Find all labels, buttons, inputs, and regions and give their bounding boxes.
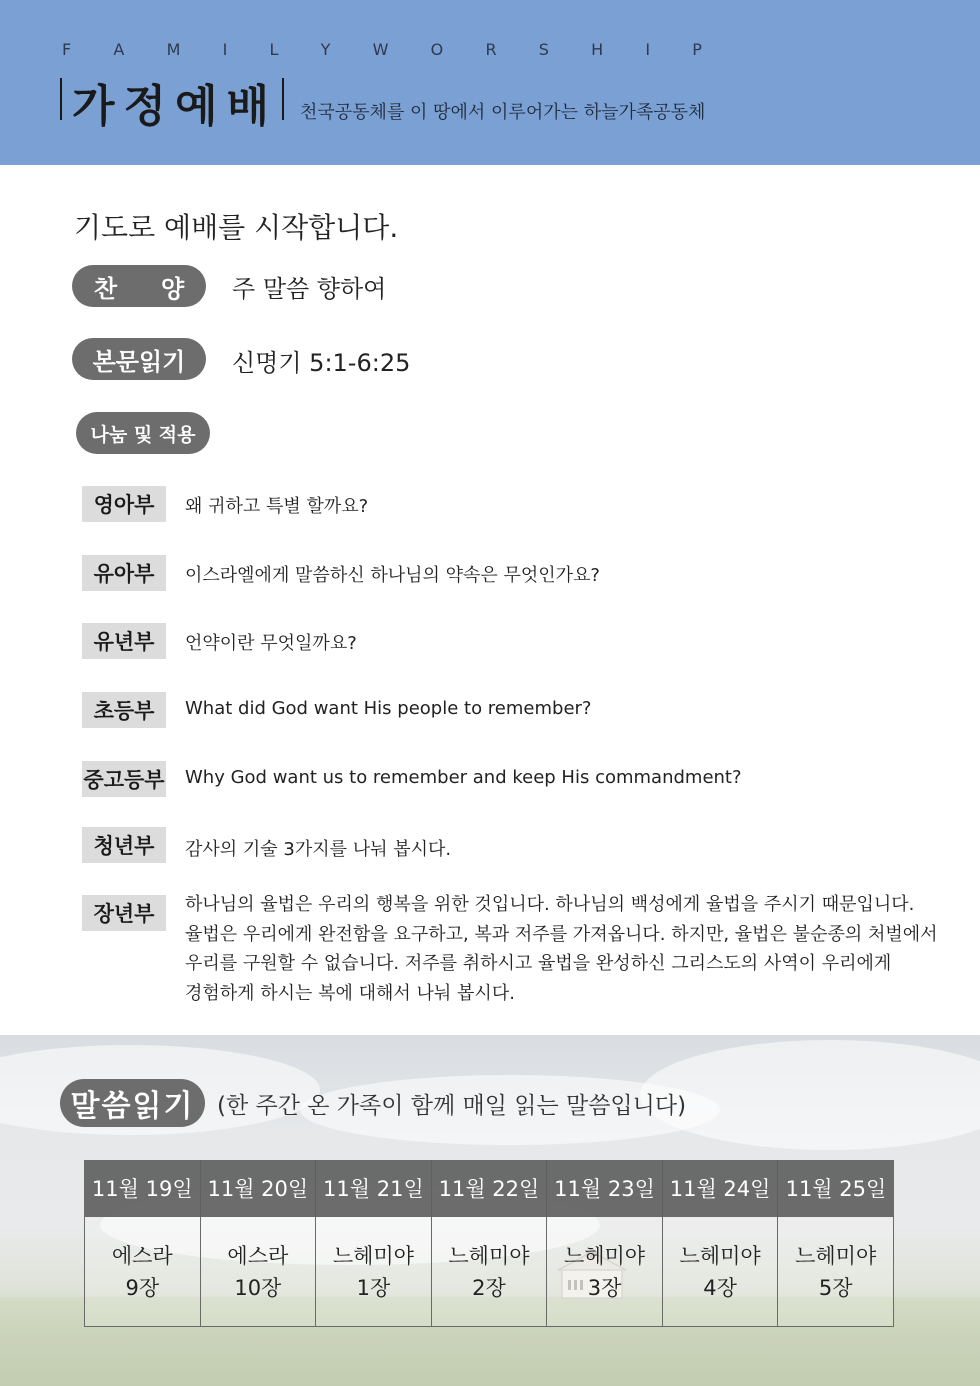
eyebrow-letter: I [222, 40, 228, 59]
eyebrow-letter: W [372, 40, 389, 59]
passage-book: 느헤미야 [448, 1243, 530, 1268]
schedule-header-row [85, 1160, 894, 1217]
title-divider-left [60, 78, 62, 120]
schedule-date: 11월 19일 [85, 1160, 201, 1217]
group-question-kindergarten: 언약이란 무엇일까요? [185, 633, 357, 654]
eyebrow-letter: O [430, 40, 444, 59]
adults-question-line: 경험하게 하시는 복에 대해서 나눠 봅시다. [185, 982, 515, 1004]
reading-schedule-table [84, 1160, 894, 1327]
group-question-adults [185, 890, 938, 1008]
bible-reading-label: 말씀읽기 [60, 1079, 205, 1127]
passage-book: 느헤미야 [795, 1243, 877, 1268]
group-tag-infants: 영아부 [82, 486, 166, 522]
group-tag-youth: 중고등부 [82, 761, 166, 797]
eyebrow-letter: Y [320, 40, 331, 59]
passage-chapter: 1장 [356, 1275, 391, 1300]
schedule-passage-cell [316, 1217, 432, 1327]
scripture-reference: 신명기 5:1-6:25 [232, 349, 411, 377]
eyebrow-letter: H [591, 40, 604, 59]
schedule-passage-cell [778, 1217, 894, 1327]
adults-question-line: 율법은 우리에게 완전함을 요구하고, 복과 저주를 가져옵니다. 하지만, 율법은 불순종의 처벌에서 [185, 923, 938, 945]
schedule-passage-row [85, 1217, 894, 1327]
passage-book: 느헤미야 [332, 1243, 414, 1268]
eyebrow-letter: F [62, 40, 72, 59]
group-tag-toddlers: 유아부 [82, 555, 166, 591]
passage-book: 에스라 [111, 1243, 173, 1268]
passage-chapter: 9장 [125, 1275, 160, 1300]
opening-prayer-text: 기도로 예배를 시작합니다. [74, 211, 399, 244]
schedule-date: 11월 22일 [431, 1160, 547, 1217]
eyebrow-letter: P [692, 40, 702, 59]
passage-chapter: 4장 [703, 1275, 737, 1300]
adults-question-line: 우리를 구원할 수 없습니다. 저주를 취하시고 율법을 완성하신 그리스도의 사역이 우리에게 [185, 953, 892, 974]
adults-question-line: 하나님의 율법은 우리의 행복을 위한 것입니다. 하나님의 백성에게 율법을 주시기 때문입니다. [185, 894, 915, 915]
passage-chapter: 10장 [234, 1275, 282, 1300]
cloud-shape [640, 1040, 980, 1150]
header-banner [0, 0, 980, 165]
schedule-passage-cell [431, 1217, 547, 1327]
passage-chapter: 2장 [472, 1275, 506, 1300]
eyebrow-letter: I [645, 40, 651, 59]
eyebrow-letter: M [166, 40, 181, 59]
page-tagline: 천국공동체를 이 땅에서 이루어가는 하늘가족공동체 [300, 102, 706, 123]
passage-book: 에스라 [227, 1243, 289, 1268]
hymn-title: 주 말씀 향하여 [232, 275, 387, 303]
group-question-young-adults: 감사의 기술 3가지를 나눠 봅시다. [185, 839, 452, 860]
family-worship-eyebrow [62, 40, 702, 59]
hymn-label-pill [72, 265, 229, 307]
passage-chapter: 5장 [818, 1275, 853, 1300]
passage-book: 느헤미야 [563, 1243, 646, 1268]
passage-chapter: 3장 [587, 1275, 622, 1300]
group-tag-kindergarten: 유년부 [82, 623, 166, 659]
group-tag-elementary: 초등부 [82, 692, 166, 728]
title-divider-right [282, 78, 284, 120]
bible-reading-note: (한 주간 온 가족이 함께 매일 읽는 말씀입니다) [217, 1093, 687, 1119]
group-question-infants: 왜 귀하고 특별 할까요? [185, 496, 369, 517]
schedule-date: 11월 23일 [547, 1160, 663, 1217]
schedule-passage-cell [662, 1217, 778, 1327]
scripture-reading-label: 본문읽기 [72, 338, 206, 380]
hymn-label: 찬양 [93, 274, 229, 303]
group-question-youth: Why God want us to remember and keep His commandment? [185, 767, 742, 788]
schedule-date: 11월 21일 [316, 1160, 432, 1217]
schedule-passage-cell [547, 1217, 663, 1327]
passage-book: 느헤미야 [679, 1243, 761, 1268]
group-question-elementary: What did God want His people to remember? [185, 698, 592, 719]
eyebrow-letter: L [269, 40, 279, 59]
group-tag-adults: 장년부 [82, 895, 166, 931]
group-tag-young-adults: 청년부 [82, 827, 166, 863]
schedule-date: 11월 24일 [662, 1160, 778, 1217]
schedule-date: 11월 25일 [778, 1160, 894, 1217]
eyebrow-letter: R [485, 40, 497, 59]
eyebrow-letter: S [538, 40, 549, 59]
schedule-passage-cell [200, 1217, 316, 1327]
schedule-passage-cell [85, 1217, 201, 1327]
schedule-date: 11월 20일 [200, 1160, 316, 1217]
group-question-toddlers: 이스라엘에게 말씀하신 하나님의 약속은 무엇인가요? [185, 565, 600, 586]
sharing-application-label: 나눔 및 적용 [76, 412, 210, 454]
page-title: 가정예배 [72, 81, 279, 132]
eyebrow-letter: A [113, 40, 125, 59]
